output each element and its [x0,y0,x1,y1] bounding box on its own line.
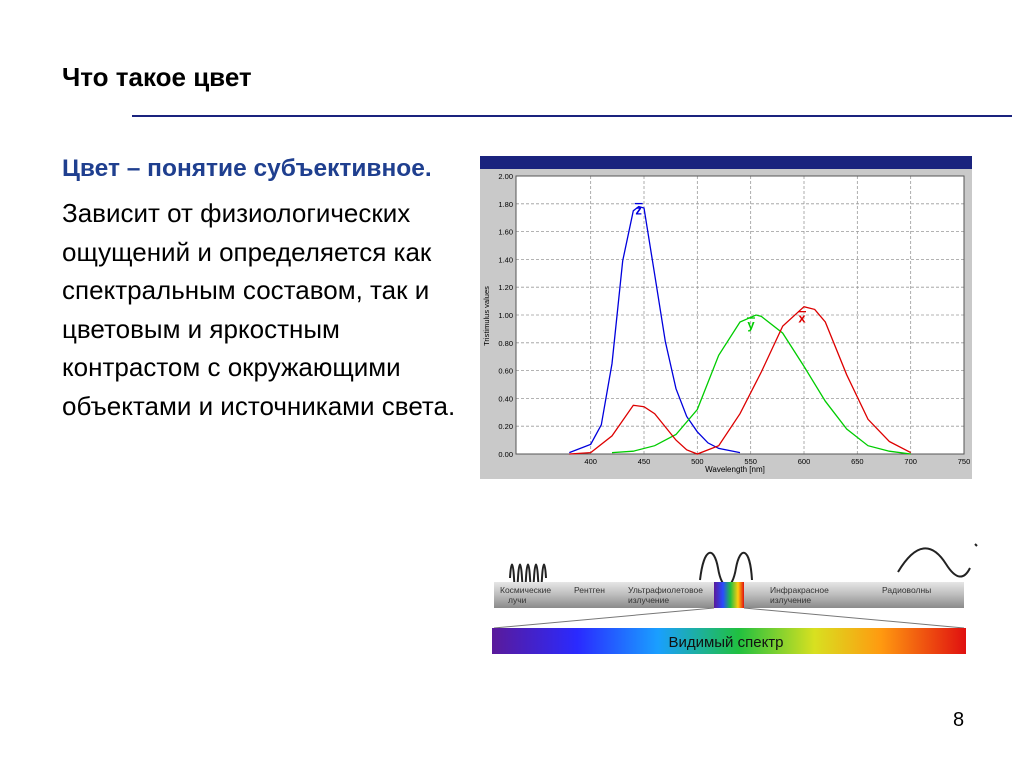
visible-band-mini [714,582,744,608]
series-label-z: z [635,202,642,218]
x-axis-ticks [584,457,970,466]
long-wave-icon [898,548,970,576]
x-tick-label: 750 [957,457,971,466]
y-tick-label: 1.60 [498,227,513,237]
label-uv: Ультрафиолетовое излучение [628,585,703,605]
y-tick-label: 0.60 [498,366,513,376]
y-tick-label: 1.20 [498,283,513,293]
x-tick-label: 500 [691,457,704,466]
x-tick-label: 450 [637,457,651,466]
page-number: 8 [953,709,965,731]
x-tick-label: 400 [584,457,597,466]
chart-title-bar [480,156,972,169]
label-cosmic: Космические лучи [500,585,552,605]
y-tick-label: 1.00 [498,311,513,320]
label-ir: Инфракрасное излучение [770,585,829,605]
series-label-x: x [798,310,806,326]
y-axis-ticks [498,172,513,459]
lead-text: Цвет – понятие субъективное. [62,155,432,182]
cie-chart-svg [480,156,972,479]
y-axis-label: Tristimulus values [482,286,491,346]
label-xray: Рентген [574,585,605,595]
medium-wave-icon [700,553,752,586]
y-tick-label: 1.80 [498,199,513,209]
x-tick-label: 600 [797,457,811,466]
cie-chart [480,156,972,479]
y-tick-label: 0.80 [498,338,513,348]
x-tick-label: 700 [904,457,917,466]
y-tick-label: 0.40 [498,394,513,404]
series-label-y: y [747,317,755,332]
title-divider [132,115,1012,117]
visible-spectrum-label: Видимый спектр [668,634,784,651]
body-text [62,150,462,425]
label-radio: Радиоволны [882,585,932,595]
y-tick-label: 0.20 [498,422,513,432]
y-tick-label: 2.00 [498,172,513,181]
x-axis-label: Wavelength [nm] [705,465,765,474]
y-tick-label: 1.40 [498,255,513,265]
x-tick-label: 550 [744,457,757,466]
zoom-line-left [494,608,714,628]
y-tick-label: 0.00 [498,450,513,459]
paragraph-text: Зависит от физиологических ощущений и определяется как спектральным составом, так и цветовым и яркостным контрастом с окружающими объектами и источниками света. [62,198,456,421]
zoom-line-right [744,608,964,628]
wave-mark [975,544,977,546]
x-tick-label: 650 [851,457,864,466]
em-spectrum-diagram [488,538,978,660]
slide-title: Что такое цвет [62,62,252,92]
